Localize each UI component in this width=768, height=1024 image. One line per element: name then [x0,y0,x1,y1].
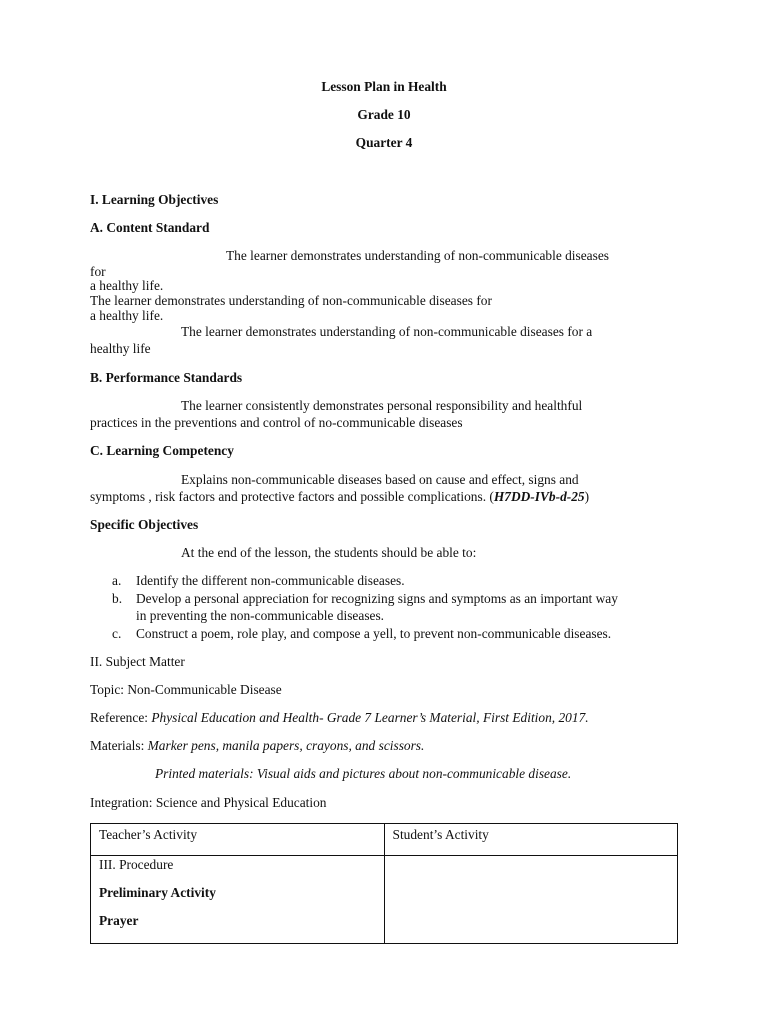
content-standard-line: for [90,264,106,279]
materials-value: Marker pens, manila papers, crayons, and scissors. [147,738,425,753]
specific-objectives-heading: Specific Objectives [90,517,199,532]
competency-code-close: ) [584,489,590,504]
list-marker: a. [112,573,122,588]
specific-objectives-intro: At the end of the lesson, the students should be able to: [181,545,477,560]
reference-label: Reference: [90,710,152,725]
document-title: Lesson Plan in Health [321,79,447,94]
student-activity-header: Student’s Activity [384,824,678,856]
grade-label: Grade 10 [357,107,411,122]
student-activity-cell [384,856,678,944]
table-header-row [91,824,678,856]
learning-competency-text: symptoms , risk factors and protective factors and possible complications. ( [90,489,494,504]
quarter-label: Quarter 4 [355,135,413,150]
content-standard-line: healthy life [90,341,151,356]
printed-materials-line: Printed materials: Visual aids and pictures about non-communicable disease. [155,766,572,781]
learning-competency-heading: C. Learning Competency [90,443,234,458]
teacher-activity-cell [91,856,385,944]
list-marker: b. [112,591,123,606]
objective-item-continued: in preventing the non-communicable diseases. [136,608,385,623]
performance-standards-line: The learner consistently demonstrates personal responsibility and healthful [181,398,583,413]
procedure-heading: III. Procedure [99,857,174,872]
objective-item: Identify the different non-communicable diseases. [136,573,405,588]
objective-item: Construct a poem, role play, and compose a yell, to prevent non-communicable diseases. [136,626,612,641]
learning-competency-line [90,489,589,505]
preliminary-activity-heading: Preliminary Activity [99,885,216,900]
content-standard-line: The learner demonstrates understanding of non-communicable diseases for [90,293,492,308]
materials-label: Materials: [90,738,148,753]
list-marker: c. [112,626,122,641]
content-standard-line: a healthy life. [90,278,164,293]
reference-line [90,710,589,726]
subject-matter-heading: II. Subject Matter [90,654,185,669]
content-standard-line: The learner demonstrates understanding of non-communicable diseases [226,248,609,263]
teacher-activity-header: Teacher’s Activity [91,824,385,856]
learning-competency-line: Explains non-communicable diseases based on cause and effect, signs and [181,472,579,487]
performance-standards-heading: B. Performance Standards [90,370,243,385]
learning-objectives-heading: I. Learning Objectives [90,192,219,207]
content-standard-line: a healthy life. [90,308,164,323]
objective-item: Develop a personal appreciation for recognizing signs and symptoms as an important way [136,591,618,606]
topic-line: Topic: Non-Communicable Disease [90,682,282,697]
content-standard-line: The learner demonstrates understanding of non-communicable diseases for a [181,324,593,339]
reference-value: Physical Education and Health- Grade 7 Learner’s Material, First Edition, 2017. [151,710,589,725]
prayer-heading: Prayer [99,913,139,928]
activity-table [90,823,678,944]
performance-standards-line: practices in the preventions and control of no-communicable diseases [90,415,463,430]
integration-line: Integration: Science and Physical Education [90,795,327,810]
content-standard-heading: A. Content Standard [90,220,210,235]
materials-line [90,738,424,754]
table-row [91,856,678,944]
competency-code: H7DD-IVb-d-25 [493,489,585,504]
